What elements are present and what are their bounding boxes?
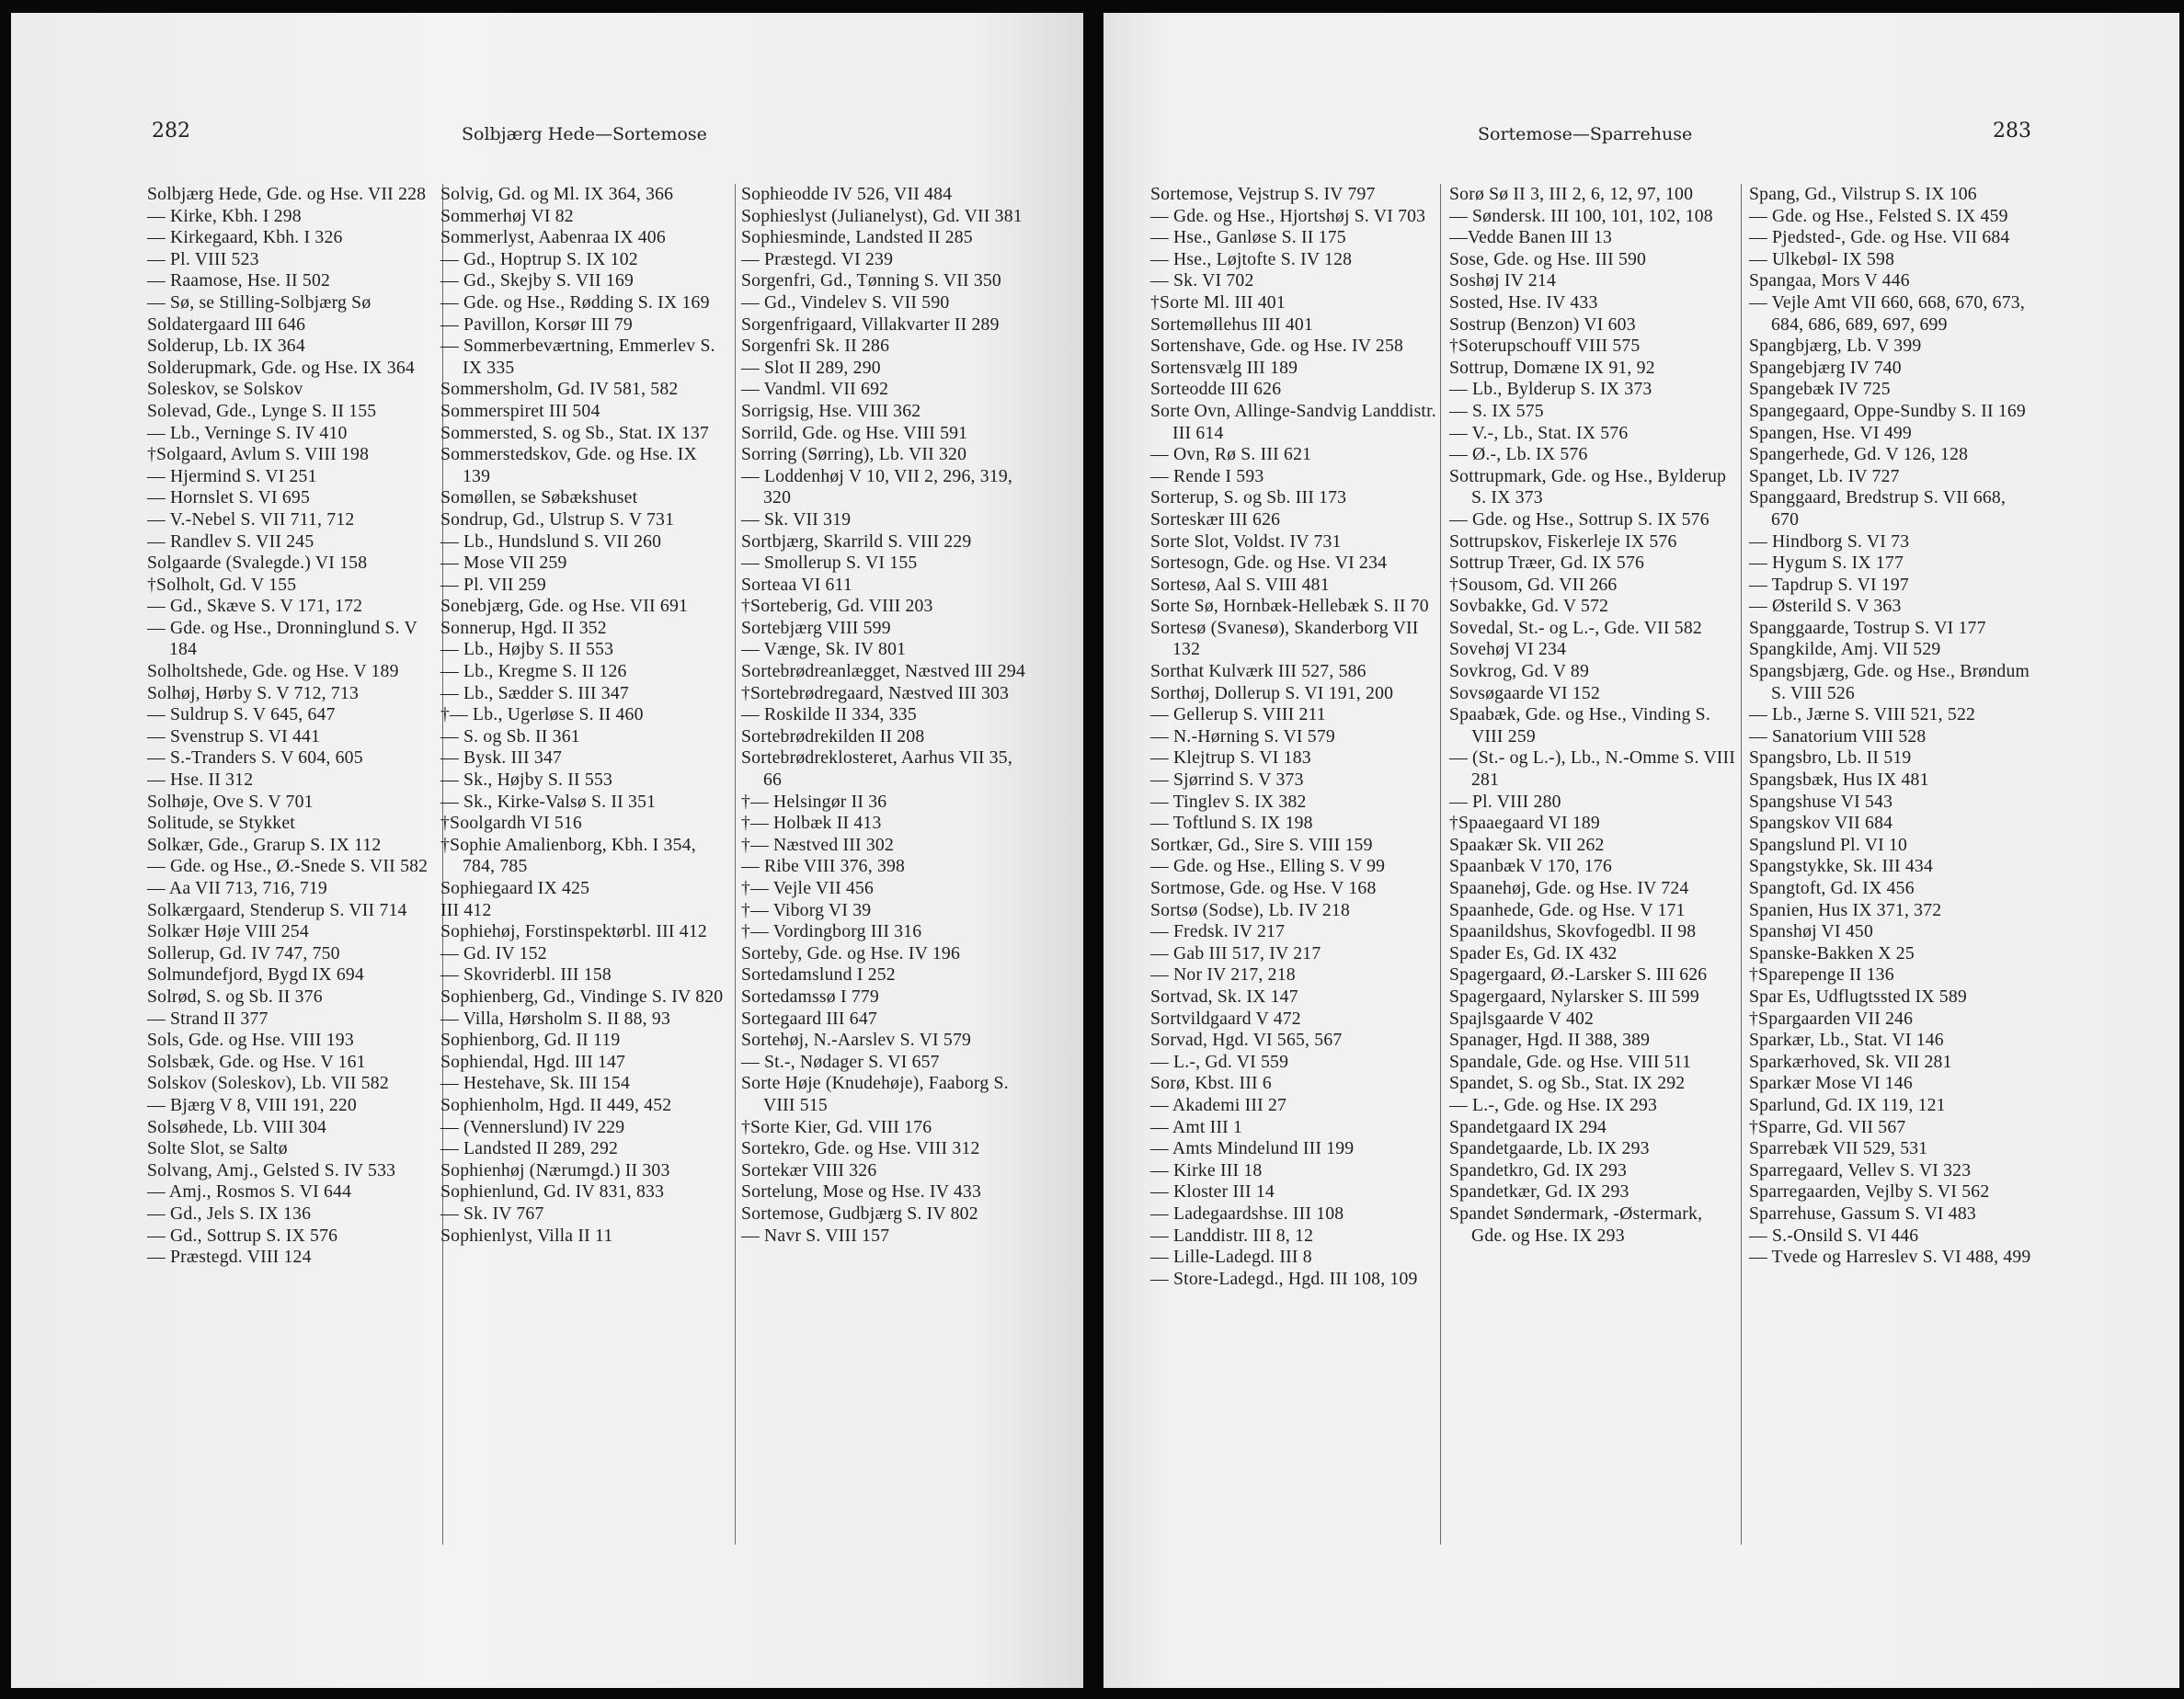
index-entry: — Vejle Amt VII 660, 668, 670, 673, 684, 686, 689, 697, 699 <box>1749 291 2025 335</box>
index-entry: Solhøje, Ove S. V 701 <box>147 791 314 812</box>
index-entry: Sorterup, S. og Sb. III 173 <box>1150 487 1347 508</box>
index-entry: Spangegaard, Oppe-Sundby S. II 169 <box>1749 400 2026 421</box>
index-entry: Sparkærhoved, Sk. VII 281 <box>1749 1051 1952 1072</box>
index-entry: Sorø Sø II 3, III 2, 6, 12, 97, 100 <box>1449 184 1694 204</box>
index-entry: — Vænge, Sk. IV 801 <box>741 639 907 660</box>
index-entry: Sorvad, Hgd. VI 565, 567 <box>1150 1030 1343 1051</box>
index-entry: Sortensvælg III 189 <box>1150 357 1298 378</box>
index-entry: — Gd. IV 152 <box>440 942 547 964</box>
index-entry: Sortesogn, Gde. og Hse. VI 234 <box>1150 553 1388 574</box>
index-entry: — Østerild S. V 363 <box>1749 596 1902 617</box>
index-entry: Spandet, S. og Sb., Stat. IX 292 <box>1449 1073 1686 1094</box>
index-entry: Sonebjærg, Gde. og Hse. VII 691 <box>440 596 689 617</box>
index-entry: Sortebrødrekilden II 208 <box>741 725 925 747</box>
index-entry: Sophienhøj (Nærumgd.) II 303 <box>440 1159 670 1180</box>
index-entry: — Hornslet S. VI 695 <box>147 487 310 508</box>
index-entry: — Sk. VII 319 <box>741 508 852 530</box>
column-rule <box>1440 184 1441 1545</box>
index-entry: †— Vejle VII 456 <box>741 878 875 898</box>
index-entry: Spaanildshus, Skovfogedbl. II 98 <box>1449 921 1697 942</box>
index-entry: — Gd., Vindelev S. VII 590 <box>741 291 950 313</box>
index-entry: Sortelung, Mose og Hse. IV 433 <box>741 1181 982 1203</box>
index-entry: Solskov (Soleskov), Lb. VII 582 <box>147 1073 389 1094</box>
index-entry: Sottrupskov, Fiskerleje IX 576 <box>1449 530 1677 552</box>
index-entry: Sorteaa VI 611 <box>741 574 852 595</box>
index-entry: Solsøhede, Lb. VIII 304 <box>147 1116 327 1137</box>
index-entry: Sortekær VIII 326 <box>741 1159 877 1180</box>
index-entry: — Loddenhøj V 10, VII 2, 296, 319, 320 <box>741 465 1012 508</box>
index-entry: Spaanhede, Gde. og Hse. V 171 <box>1449 899 1686 920</box>
index-entry: —Vedde Banen III 13 <box>1449 227 1613 248</box>
index-entry: — Lb., Jærne S. VIII 521, 522 <box>1749 704 1976 725</box>
index-entry: Spangebjærg IV 740 <box>1749 357 1902 378</box>
index-entry: Soshøj IV 214 <box>1449 270 1557 291</box>
index-entry: — Lb., Højby S. II 553 <box>440 639 614 660</box>
index-entry: Spangaa, Mors V 446 <box>1749 270 1910 291</box>
index-column <box>440 184 727 1247</box>
index-entry: Spangbjærg, Lb. V 399 <box>1749 336 1922 357</box>
index-entry: — Landsted II 289, 292 <box>440 1138 619 1159</box>
index-entry: — Gde. og Hse., Sottrup S. IX 576 <box>1449 508 1709 530</box>
index-entry: — Rende I 593 <box>1150 465 1264 486</box>
index-entry: — Gellerup S. VIII 211 <box>1150 704 1326 725</box>
index-entry: †— Viborg VI 39 <box>741 899 872 920</box>
index-entry: Sparregaard, Vellev S. VI 323 <box>1749 1159 1972 1180</box>
index-entry: — Amt III 1 <box>1150 1116 1243 1137</box>
index-entry: — Strand II 377 <box>147 1008 269 1029</box>
index-entry: Sorgenfri Sk. II 286 <box>741 336 890 357</box>
index-entry: Spanshøj VI 450 <box>1749 921 1873 942</box>
index-entry: Sophienborg, Gd. II 119 <box>440 1030 621 1051</box>
index-entry: Sophieodde IV 526, VII 484 <box>741 184 953 204</box>
index-entry: Sortebjærg VIII 599 <box>741 617 891 638</box>
index-entry: Sophiesminde, Landsted II 285 <box>741 227 973 248</box>
index-entry: Solvang, Amj., Gelsted S. IV 533 <box>147 1159 396 1180</box>
index-entry: Spaanehøj, Gde. og Hse. IV 724 <box>1449 878 1689 898</box>
index-entry: — V.-, Lb., Stat. IX 576 <box>1449 422 1629 443</box>
index-entry: Sophiehøj, Forstinspektørbl. III 412 <box>440 921 707 942</box>
index-entry: Sondrup, Gd., Ulstrup S. V 731 <box>440 508 675 530</box>
index-entry: — Lb., Verninge S. IV 410 <box>147 422 348 443</box>
index-entry: Spangebæk IV 725 <box>1749 379 1891 400</box>
index-entry: Sorgenfrigaard, Villakvarter II 289 <box>741 314 1000 335</box>
index-entry: — Gde. og Hse., Dronninglund S. V 184 <box>147 617 417 660</box>
index-entry: — Tapdrup S. VI 197 <box>1749 574 1909 595</box>
index-entry: Sortvildgaard V 472 <box>1150 1008 1301 1029</box>
index-entry: Sparrebæk VII 529, 531 <box>1749 1138 1928 1159</box>
index-entry: — Klejtrup S. VI 183 <box>1150 747 1311 769</box>
index-entry: †Sousom, Gd. VII 266 <box>1449 574 1618 595</box>
index-entry: Spangerhede, Gd. V 126, 128 <box>1749 444 1969 465</box>
index-entry: †Soterupschouff VIII 575 <box>1449 336 1641 357</box>
index-entry: — Sk. VI 702 <box>1150 270 1254 291</box>
index-entry: Spandetgaard IX 294 <box>1449 1116 1607 1137</box>
index-entry: — Kirke, Kbh. I 298 <box>147 205 302 226</box>
page-number: 282 <box>152 120 190 143</box>
index-entry: Spanien, Hus IX 371, 372 <box>1749 899 1942 920</box>
index-entry: Spanggaard, Bredstrup S. VII 668, 670 <box>1749 487 2007 530</box>
index-entry: Solkærgaard, Stenderup S. VII 714 <box>147 899 407 920</box>
index-entry: Sorgenfri, Gd., Tønning S. VII 350 <box>741 270 1001 291</box>
index-entry: Sommersted, S. og Sb., Stat. IX 137 <box>440 422 709 443</box>
index-entry: Sorteskær III 626 <box>1150 508 1281 530</box>
index-entry: — Sommerbeværtning, Emmerlev S. IX 335 <box>440 336 715 378</box>
index-entry: Solitude, se Stykket <box>147 813 295 834</box>
index-entry: Soldatergaard III 646 <box>147 314 306 335</box>
index-entry: — L.-, Gde. og Hse. IX 293 <box>1449 1094 1658 1115</box>
index-entry: — Ladegaardshse. III 108 <box>1150 1203 1344 1224</box>
index-entry: — Gd., Sottrup S. IX 576 <box>147 1225 338 1246</box>
index-entry: Sortegaard III 647 <box>741 1008 877 1029</box>
index-entry: — Amj., Rosmos S. VI 644 <box>147 1181 352 1203</box>
index-entry: Sovehøj VI 234 <box>1449 639 1567 660</box>
index-entry: †Sorteberig, Gd. VIII 203 <box>741 596 933 617</box>
index-entry: Spandetkro, Gd. IX 293 <box>1449 1159 1628 1180</box>
index-entry: Sortedamssø I 779 <box>741 986 879 1007</box>
index-entry: †Spargaarden VII 246 <box>1749 1008 1914 1029</box>
index-entry: Sparkær, Lb., Stat. VI 146 <box>1749 1030 1944 1051</box>
index-entry: Sorte Slot, Voldst. IV 731 <box>1150 530 1342 552</box>
index-entry: Sortebrødreanlægget, Næstved III 294 <box>741 661 1026 682</box>
index-entry: Sottrupmark, Gde. og Hse., Bylderup S. IX 373 <box>1449 465 1727 508</box>
index-entry: III 412 <box>440 899 492 920</box>
index-entry: — Nor IV 217, 218 <box>1150 964 1296 986</box>
index-entry: — Gab III 517, IV 217 <box>1150 942 1321 964</box>
index-entry: — Sk., Højby S. II 553 <box>440 770 613 791</box>
index-column <box>1449 184 1736 1247</box>
index-entry: — Amts Mindelund III 199 <box>1150 1138 1355 1159</box>
index-entry: — Sk. IV 767 <box>440 1203 544 1224</box>
index-entry: Solrød, S. og Sb. II 376 <box>147 986 323 1007</box>
index-entry: — Lb., Sædder S. III 347 <box>440 682 629 703</box>
index-entry: Spandet Søndermark, -Østermark, Gde. og Hse. IX 293 <box>1449 1203 1703 1246</box>
index-entry: — Svenstrup S. VI 441 <box>147 725 321 747</box>
index-entry: Sorring (Sørring), Lb. VII 320 <box>741 444 967 465</box>
index-entry: — Toftlund S. IX 198 <box>1150 813 1313 834</box>
index-entry: Spangshuse VI 543 <box>1749 791 1893 812</box>
index-entry: Sortbjærg, Skarrild S. VIII 229 <box>741 530 972 552</box>
index-entry: — Gde. og Hse., Elling S. V 99 <box>1150 856 1386 877</box>
index-entry: — Skovriderbl. III 158 <box>440 964 612 986</box>
index-entry: Sommerhøj VI 82 <box>440 205 574 226</box>
index-entry: — S.-Onsild S. VI 446 <box>1749 1225 1919 1246</box>
index-entry: — Ø.-, Lb. IX 576 <box>1449 444 1588 465</box>
column-rule <box>1741 184 1742 1545</box>
index-entry: Spangtoft, Gd. IX 456 <box>1749 878 1915 898</box>
index-entry: †Sophie Amalienborg, Kbh. I 354, 784, 785 <box>440 834 696 877</box>
index-entry: — Lb., Kregme S. II 126 <box>440 661 627 682</box>
index-entry: — Gd., Skæve S. V 171, 172 <box>147 596 363 617</box>
index-entry: Solderupmark, Gde. og Hse. IX 364 <box>147 357 415 378</box>
index-entry: Sophiendal, Hgd. III 147 <box>440 1051 626 1072</box>
index-entry: Sortekro, Gde. og Hse. VIII 312 <box>741 1138 980 1159</box>
index-entry: Spanager, Hgd. II 388, 389 <box>1449 1030 1651 1051</box>
index-entry: — Gde. og Hse., Rødding S. IX 169 <box>440 291 710 313</box>
index-entry: Sophienberg, Gd., Vindinge S. IV 820 <box>440 986 724 1007</box>
index-entry: Sottrup Træer, Gd. IX 576 <box>1449 553 1645 574</box>
index-entry: Spandale, Gde. og Hse. VIII 511 <box>1449 1051 1692 1072</box>
index-entry: †— Lb., Ugerløse S. II 460 <box>440 704 644 725</box>
index-entry: Sorte Høje (Knudehøje), Faaborg S. VIII 515 <box>741 1073 1009 1115</box>
index-entry: Sortvad, Sk. IX 147 <box>1150 986 1298 1007</box>
index-entry: Sorrigsig, Hse. VIII 362 <box>741 400 921 421</box>
index-entry: — Præstegd. VI 239 <box>741 248 894 269</box>
index-entry: Spanske-Bakken X 25 <box>1749 942 1915 964</box>
index-entry: Spaanbæk V 170, 176 <box>1449 856 1612 877</box>
index-entry: Spangkilde, Amj. VII 529 <box>1749 639 1941 660</box>
index-entry: — Hjermind S. VI 251 <box>147 465 317 486</box>
index-entry: Solmundefjord, Bygd IX 694 <box>147 964 364 986</box>
index-entry: Spanggaarde, Tostrup S. VI 177 <box>1749 617 1986 638</box>
index-entry: — Bjærg V 8, VIII 191, 220 <box>147 1094 357 1115</box>
index-entry: Spajlsgaarde V 402 <box>1449 1008 1595 1029</box>
index-entry: Sortmose, Gde. og Hse. V 168 <box>1150 878 1377 898</box>
index-entry: — Navr S. VIII 157 <box>741 1225 890 1246</box>
index-entry: — S. IX 575 <box>1449 400 1544 421</box>
index-entry: Spaabæk, Gde. og Hse., Vinding S. VIII 259 <box>1449 704 1710 747</box>
index-entry: — Gd., Hoptrup S. IX 102 <box>440 248 638 269</box>
index-entry: — Gde. og Hse., Hjortshøj S. VI 703 <box>1150 205 1426 226</box>
index-entry: Sparrehuse, Gassum S. VI 483 <box>1749 1203 1976 1224</box>
index-entry: Sophiegaard IX 425 <box>440 878 590 898</box>
index-entry: — Pavillon, Korsør III 79 <box>440 314 633 335</box>
index-entry: †Spaaegaard VI 189 <box>1449 813 1600 834</box>
index-entry: Sparkær Mose VI 146 <box>1749 1073 1913 1094</box>
column-rule <box>735 184 736 1545</box>
index-entry: Sommerlyst, Aabenraa IX 406 <box>440 227 666 248</box>
index-entry: Sortemøllehus III 401 <box>1150 314 1313 335</box>
index-entry: Sortenshave, Gde. og Hse. IV 258 <box>1150 336 1404 357</box>
index-entry: Sottrup, Domæne IX 91, 92 <box>1449 357 1655 378</box>
index-entry: — Suldrup S. V 645, 647 <box>147 704 336 725</box>
index-entry: Sorteby, Gde. og Hse. IV 196 <box>741 942 960 964</box>
index-entry: — Akademi III 27 <box>1150 1094 1287 1115</box>
index-entry: — Gde. og Hse., Felsted S. IX 459 <box>1749 205 2008 226</box>
index-entry: Solgaarde (Svalegde.) VI 158 <box>147 553 368 574</box>
index-entry: Sparregaarden, Vejlby S. VI 562 <box>1749 1181 1990 1203</box>
running-head: Sortemose—Sparrehuse <box>1478 124 1693 144</box>
index-entry: Sortemose, Gudbjærg S. IV 802 <box>741 1203 978 1224</box>
index-entry: — Ulkebøl- IX 598 <box>1749 248 1895 269</box>
index-entry: — Vandml. VII 692 <box>741 379 889 400</box>
index-entry: — Bysk. III 347 <box>440 747 563 769</box>
index-entry: Solvig, Gd. og Ml. IX 364, 366 <box>440 184 674 204</box>
index-entry: — Pl. VIII 523 <box>147 248 259 269</box>
index-entry: †Sparepenge II 136 <box>1749 964 1894 986</box>
index-entry: — Hse. II 312 <box>147 770 254 791</box>
index-entry: — Præstegd. VIII 124 <box>147 1247 312 1268</box>
index-entry: Solte Slot, se Saltø <box>147 1138 288 1159</box>
index-entry: — Ovn, Rø S. III 621 <box>1150 444 1312 465</box>
index-entry: — Lille-Ladegd. III 8 <box>1150 1247 1312 1268</box>
index-entry: Solderup, Lb. IX 364 <box>147 336 305 357</box>
index-entry: Sorthat Kulværk III 527, 586 <box>1150 661 1366 682</box>
index-entry: — (St.- og L.-), Lb., N.-Omme S. VIII 281 <box>1449 747 1736 791</box>
index-entry: — V.-Nebel S. VII 711, 712 <box>147 508 355 530</box>
index-entry: Sostrup (Benzon) VI 603 <box>1449 314 1636 335</box>
index-entry: Spandetkær, Gd. IX 293 <box>1449 1181 1629 1203</box>
index-entry: — Hse., Løjtofte S. IV 128 <box>1150 248 1353 269</box>
index-entry: — Pl. VII 259 <box>440 574 546 595</box>
index-entry: Sortsø (Sodse), Lb. IV 218 <box>1150 899 1351 920</box>
index-entry: Sortesø, Aal S. VIII 481 <box>1150 574 1330 595</box>
index-entry: Sortedamslund I 252 <box>741 964 896 986</box>
index-entry: †— Holbæk II 413 <box>741 813 882 834</box>
index-entry: Sovsøgaarde VI 152 <box>1449 682 1600 703</box>
index-entry: Solhøj, Hørby S. V 712, 713 <box>147 682 360 703</box>
index-entry: Sovkrog, Gd. V 89 <box>1449 661 1589 682</box>
index-entry: — Hse., Ganløse S. II 175 <box>1150 227 1346 248</box>
index-entry: — Gd., Jels S. IX 136 <box>147 1203 312 1224</box>
index-entry: Spangsbæk, Hus IX 481 <box>1749 770 1929 791</box>
index-entry: Sorteodde III 626 <box>1150 379 1282 400</box>
index-entry: Spangsbjærg, Gde. og Hse., Brøndum S. VIII 526 <box>1749 661 2030 703</box>
right-page <box>1103 13 2179 1688</box>
index-entry: Spangen, Hse. VI 499 <box>1749 422 1912 443</box>
index-entry: — Gd., Skejby S. VII 169 <box>440 270 635 291</box>
index-entry: Solbjærg Hede, Gde. og Hse. VII 228 <box>147 184 427 204</box>
index-entry: — S.-Tranders S. V 604, 605 <box>147 747 363 769</box>
index-entry: Sophienlund, Gd. IV 831, 833 <box>440 1181 665 1203</box>
index-entry: Spanget, Lb. IV 727 <box>1749 465 1900 486</box>
index-entry: Sommerstedskov, Gde. og Hse. IX 139 <box>440 444 697 486</box>
index-column <box>741 184 1028 1247</box>
index-entry: Sparlund, Gd. IX 119, 121 <box>1749 1094 1946 1115</box>
index-entry: Spaakær Sk. VII 262 <box>1449 834 1605 855</box>
index-entry: †— Helsingør II 36 <box>741 791 887 812</box>
index-entry: Sorø, Kbst. III 6 <box>1150 1073 1272 1094</box>
index-entry: Sortesø (Svanesø), Skanderborg VII 132 <box>1150 617 1419 660</box>
index-column <box>1150 184 1437 1290</box>
page-number: 283 <box>1993 120 2031 143</box>
index-entry: Sose, Gde. og Hse. III 590 <box>1449 248 1647 269</box>
index-entry: Sorte Ovn, Allinge-Sandvig Landdistr. III 614 <box>1150 400 1436 443</box>
index-entry: Solsbæk, Gde. og Hse. V 161 <box>147 1051 366 1072</box>
index-entry: Spar Es, Udflugtssted IX 589 <box>1749 986 1967 1007</box>
index-entry: — Villa, Hørsholm S. II 88, 93 <box>440 1008 670 1029</box>
index-entry: Sophieslyst (Julianelyst), Gd. VII 381 <box>741 205 1023 226</box>
index-entry: †— Næstved III 302 <box>741 834 895 855</box>
index-entry: — Roskilde II 334, 335 <box>741 704 917 725</box>
index-entry: — Kloster III 14 <box>1150 1181 1275 1203</box>
index-entry: Sollerup, Gd. IV 747, 750 <box>147 942 340 964</box>
index-entry: — Lb., Hundslund S. VII 260 <box>440 530 662 552</box>
index-entry: †Solholt, Gd. V 155 <box>147 574 297 595</box>
index-entry: — Kirke III 18 <box>1150 1159 1263 1180</box>
index-entry: Sommersholm, Gd. IV 581, 582 <box>440 379 679 400</box>
index-entry: Sortkær, Gd., Sire S. VIII 159 <box>1150 834 1373 855</box>
index-entry: — Hindborg S. VI 73 <box>1749 530 1910 552</box>
index-entry: — Randlev S. VII 245 <box>147 530 314 552</box>
index-entry: — (Vennerslund) IV 229 <box>440 1116 625 1137</box>
index-entry: Spang, Gd., Vilstrup S. IX 106 <box>1749 184 1977 204</box>
index-entry: Sophienlyst, Villa II 11 <box>440 1225 613 1246</box>
index-entry: — Slot II 289, 290 <box>741 357 881 378</box>
index-column <box>147 184 434 1269</box>
index-entry: Somøllen, se Søbækshuset <box>440 487 638 508</box>
index-entry: †Sparre, Gd. VII 567 <box>1749 1116 1906 1137</box>
index-entry: Spader Es, Gd. IX 432 <box>1449 942 1618 964</box>
index-entry: — Ribe VIII 376, 398 <box>741 856 906 877</box>
index-entry: Solkær Høje VIII 254 <box>147 921 309 942</box>
index-entry: Spagergaard, Nylarsker S. III 599 <box>1449 986 1699 1007</box>
index-entry: — Fredsk. IV 217 <box>1150 921 1286 942</box>
index-entry: — S. og Sb. II 361 <box>440 725 580 747</box>
index-entry: — Sanatorium VIII 528 <box>1749 725 1927 747</box>
index-entry: — Tvede og Harreslev S. VI 488, 499 <box>1749 1247 2031 1268</box>
index-entry: — Pl. VIII 280 <box>1449 791 1561 812</box>
index-entry: Sorthøj, Dollerup S. VI 191, 200 <box>1150 682 1394 703</box>
index-entry: — Kirkegaard, Kbh. I 326 <box>147 227 343 248</box>
index-entry: — Pjedsted-, Gde. og Hse. VII 684 <box>1749 227 2010 248</box>
index-entry: — N.-Hørning S. VI 579 <box>1150 725 1335 747</box>
index-entry: †Solgaard, Avlum S. VIII 198 <box>147 444 370 465</box>
index-entry: Soleskov, se Solskov <box>147 379 303 400</box>
index-entry: Spangskov VII 684 <box>1749 813 1893 834</box>
index-entry: — Lb., Bylderup S. IX 373 <box>1449 379 1652 400</box>
index-entry: Solholtshede, Gde. og Hse. V 189 <box>147 661 399 682</box>
index-entry: Sonnerup, Hgd. II 352 <box>440 617 607 638</box>
index-entry: — Hygum S. IX 177 <box>1749 553 1904 574</box>
index-entry: Sorrild, Gde. og Hse. VIII 591 <box>741 422 968 443</box>
index-entry: — Smollerup S. VI 155 <box>741 553 918 574</box>
index-entry: — Store-Ladegd., Hgd. III 108, 109 <box>1150 1268 1418 1289</box>
index-entry: Sophienholm, Hgd. II 449, 452 <box>440 1094 672 1115</box>
index-entry: — Sø, se Stilling-Solbjærg Sø <box>147 291 372 313</box>
index-entry: Spangstykke, Sk. III 434 <box>1749 856 1934 877</box>
running-head: Solbjærg Hede—Sortemose <box>462 124 707 144</box>
index-entry: Sovbakke, Gd. V 572 <box>1449 596 1609 617</box>
index-entry: Spagergaard, Ø.-Larsker S. III 626 <box>1449 964 1708 986</box>
index-entry: — Gde. og Hse., Ø.-Snede S. VII 582 <box>147 856 429 877</box>
index-entry: — Sjørrind S. V 373 <box>1150 770 1304 791</box>
index-entry: — Mose VII 259 <box>440 553 567 574</box>
index-entry: Spandetgaarde, Lb. IX 293 <box>1449 1138 1650 1159</box>
index-entry: Sovedal, St.- og L.-, Gde. VII 582 <box>1449 617 1702 638</box>
index-entry: Sortehøj, N.-Aarslev S. VI 579 <box>741 1030 972 1051</box>
index-entry: — Søndersk. III 100, 101, 102, 108 <box>1449 205 1713 226</box>
index-entry: — Tinglev S. IX 382 <box>1150 791 1307 812</box>
index-entry: — Landdistr. III 8, 12 <box>1150 1225 1314 1246</box>
index-entry: †Sorte Ml. III 401 <box>1150 291 1286 313</box>
index-entry: Sols, Gde. og Hse. VIII 193 <box>147 1030 354 1051</box>
index-entry: Solkær, Gde., Grarup S. IX 112 <box>147 834 382 855</box>
index-entry: Solevad, Gde., Lynge S. II 155 <box>147 400 377 421</box>
index-entry: Spangsbro, Lb. II 519 <box>1749 747 1912 769</box>
index-entry: — Sk., Kirke-Valsø S. II 351 <box>440 791 657 812</box>
index-entry: Spangslund Pl. VI 10 <box>1749 834 1908 855</box>
index-entry: — St.-, Nødager S. VI 657 <box>741 1051 940 1072</box>
index-entry: Sorte Sø, Hornbæk-Hellebæk S. II 70 <box>1150 596 1429 617</box>
left-page <box>11 13 1083 1688</box>
index-entry: — Raamose, Hse. II 502 <box>147 270 331 291</box>
index-entry: †Sorte Kier, Gd. VIII 176 <box>741 1116 932 1137</box>
index-entry: Sosted, Hse. IV 433 <box>1449 291 1598 313</box>
index-entry: †Sortebrødregaard, Næstved III 303 <box>741 682 1010 703</box>
index-entry: — Hestehave, Sk. III 154 <box>440 1073 631 1094</box>
index-entry: †Soolgardh VI 516 <box>440 813 582 834</box>
index-entry: — L.-, Gd. VI 559 <box>1150 1051 1289 1072</box>
index-entry: — Aa VII 713, 716, 719 <box>147 878 327 898</box>
index-entry: †— Vordingborg III 316 <box>741 921 922 942</box>
index-entry: Sortemose, Vejstrup S. IV 797 <box>1150 184 1376 204</box>
index-column <box>1749 184 2036 1269</box>
index-entry: Sortebrødreklosteret, Aarhus VII 35, 66 <box>741 747 1012 791</box>
index-entry: Sommerspiret III 504 <box>440 400 600 421</box>
